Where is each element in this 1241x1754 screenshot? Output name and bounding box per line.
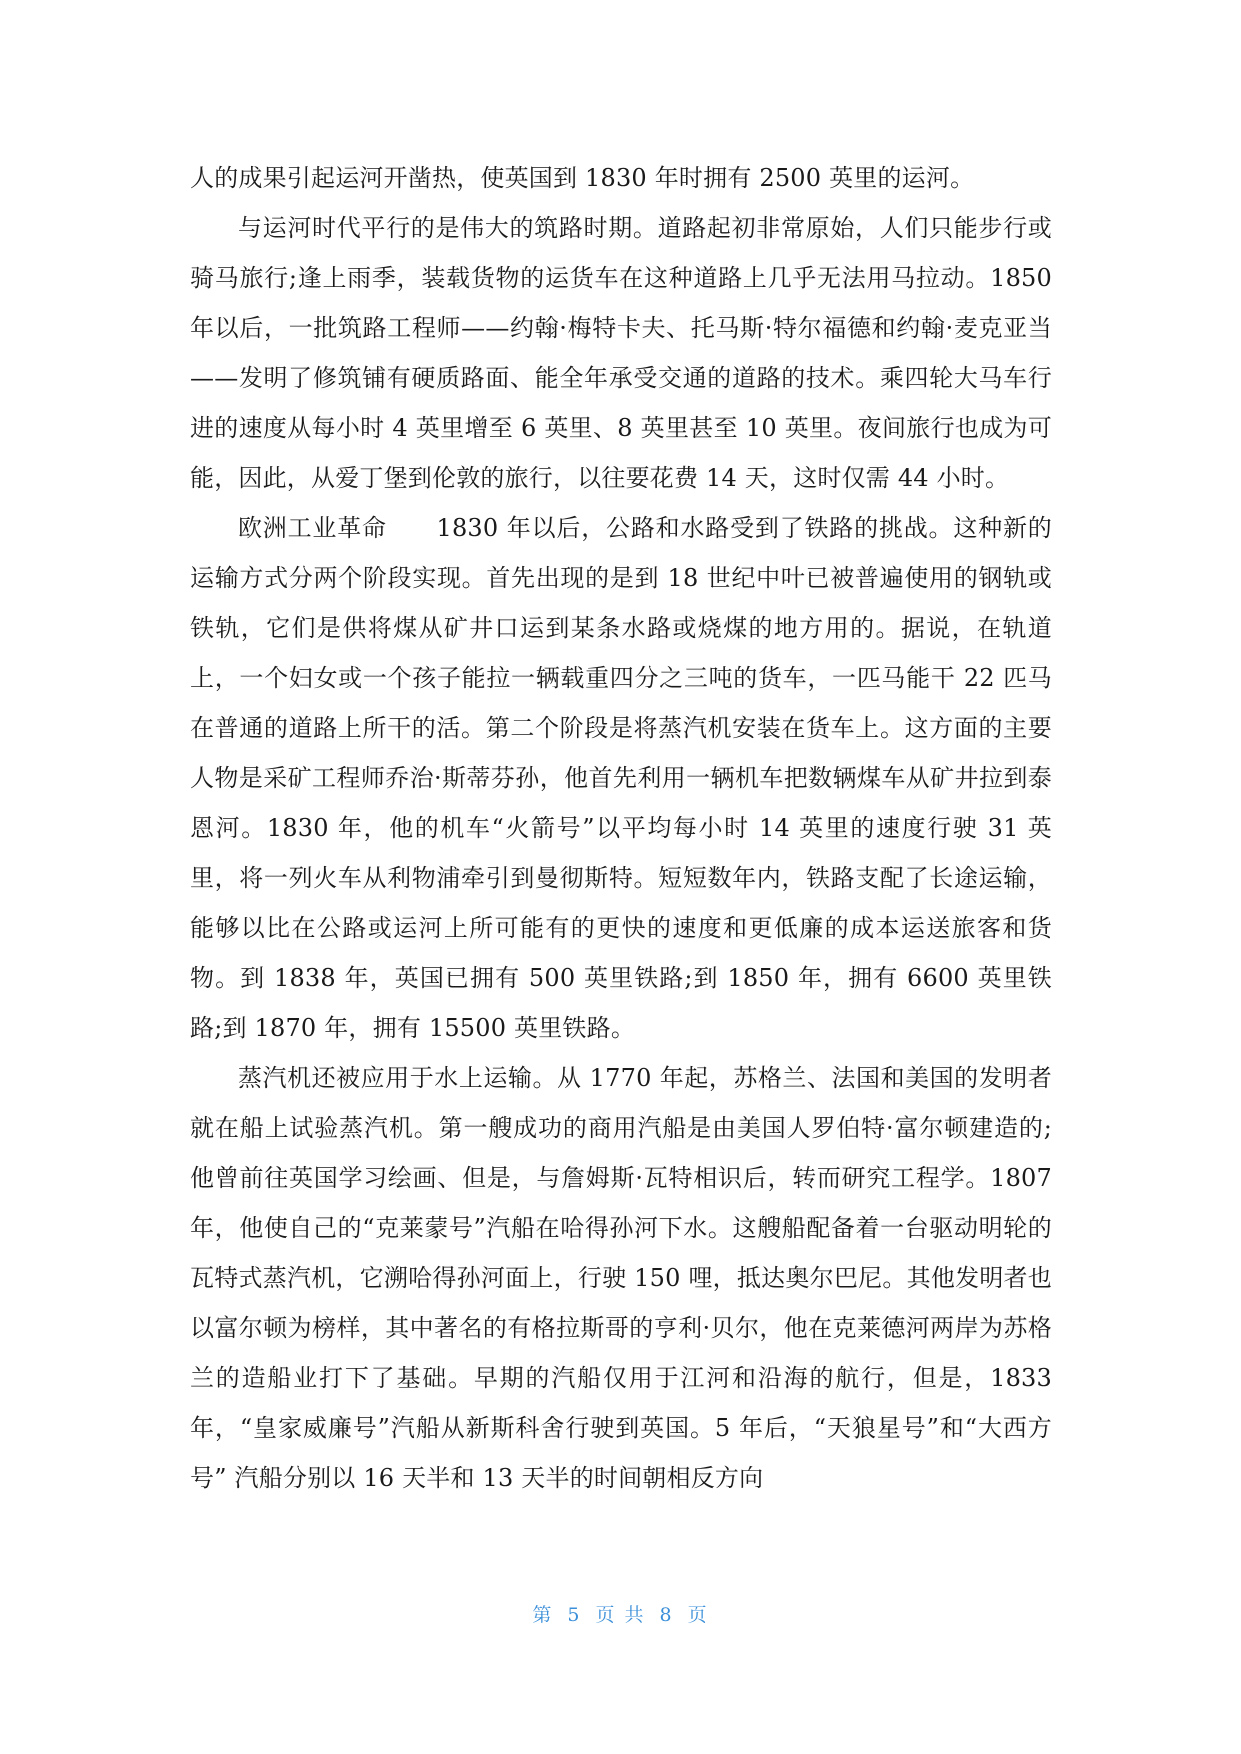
paragraph-road-building: 与运河时代平行的是伟大的筑路时期。道路起初非常原始，人们只能步行或骑马旅行;逢上雨季，装载货物的运货车在这种道路上几乎无法用马拉动。1850 年以后，一批筑路工程师——约翰·梅特卡夫、托马斯·特尔福德和约翰·麦克亚当——发明了修筑铺有硬质路面、能全年承受交通的道路的技术。乘四轮大马车行进的速度从每小时 4 英里增至 6 英里、8 英里甚至 10 英里。夜间旅行也成为可能，因此，从爱丁堡到伦敦的旅行，以往要花费 14 天，这时仅需 44 小时。: [190, 214, 1052, 492]
footer-middle: 页 共: [595, 1604, 646, 1626]
paragraph-canal-result: 人的成果引起运河开凿热，使英国到 1830 年时拥有 2500 英里的运河。: [190, 164, 975, 192]
footer-current-page: 5: [567, 1604, 582, 1626]
footer-suffix: 页: [687, 1604, 709, 1626]
page-footer: [0, 1600, 1241, 1627]
footer-prefix: 第: [532, 1604, 554, 1626]
footer-total-pages: 8: [659, 1604, 674, 1626]
paragraph-steamship: 蒸汽机还被应用于水上运输。从 1770 年起，苏格兰、法国和美国的发明者就在船上试验蒸汽机。第一艘成功的商用汽船是由美国人罗伯特·富尔顿建造的;他曾前往英国学习绘画、但是，与詹姆斯·瓦特相识后，转而研究工程学。1807 年，他使自己的“克莱蒙号”汽船在哈得孙河下水。这艘船配备着一台驱动明轮的瓦特式蒸汽机，它溯哈得孙河面上，行驶 150 哩，抵达奥尔巴尼。其他发明者也以富尔顿为榜样，其中著名的有格拉斯哥的亨利·贝尔，他在克莱德河两岸为苏格兰的造船业打下了基础。早期的汽船仅用于江河和沿海的航行，但是，1833 年，“皇家威廉号”汽船从新斯科舍行驶到英国。5 年后，“天狼星号”和“大西方号” 汽船分别以 16 天半和 13 天半的时间朝相反方向: [190, 1064, 1052, 1492]
paragraph-railway: 欧洲工业革命 1830 年以后，公路和水路受到了铁路的挑战。这种新的运输方式分两个阶段实现。首先出现的是到 18 世纪中叶已被普遍使用的钢轨或铁轨，它们是供将煤从矿井口运到某条水路或烧煤的地方用的。据说，在轨道上，一个妇女或一个孩子能拉一辆载重四分之三吨的货车，一匹马能干 22 匹马在普通的道路上所干的活。第二个阶段是将蒸汽机安装在货车上。这方面的主要人物是采矿工程师乔治·斯蒂芬孙，他首先利用一辆机车把数辆煤车从矿井拉到泰恩河。1830 年，他的机车“火箭号”以平均每小时 14 英里的速度行驶 31 英里，将一列火车从利物浦牵引到曼彻斯特。短短数年内，铁路支配了长途运输，能够以比在公路或运河上所可能有的更快的速度和更低廉的成本运送旅客和货物。到 1838 年，英国已拥有 500 英里铁路;到 1850 年，拥有 6600 英里铁路;到 1870 年，拥有 15500 英里铁路。: [190, 514, 1052, 1042]
document-body: [190, 153, 1052, 1503]
